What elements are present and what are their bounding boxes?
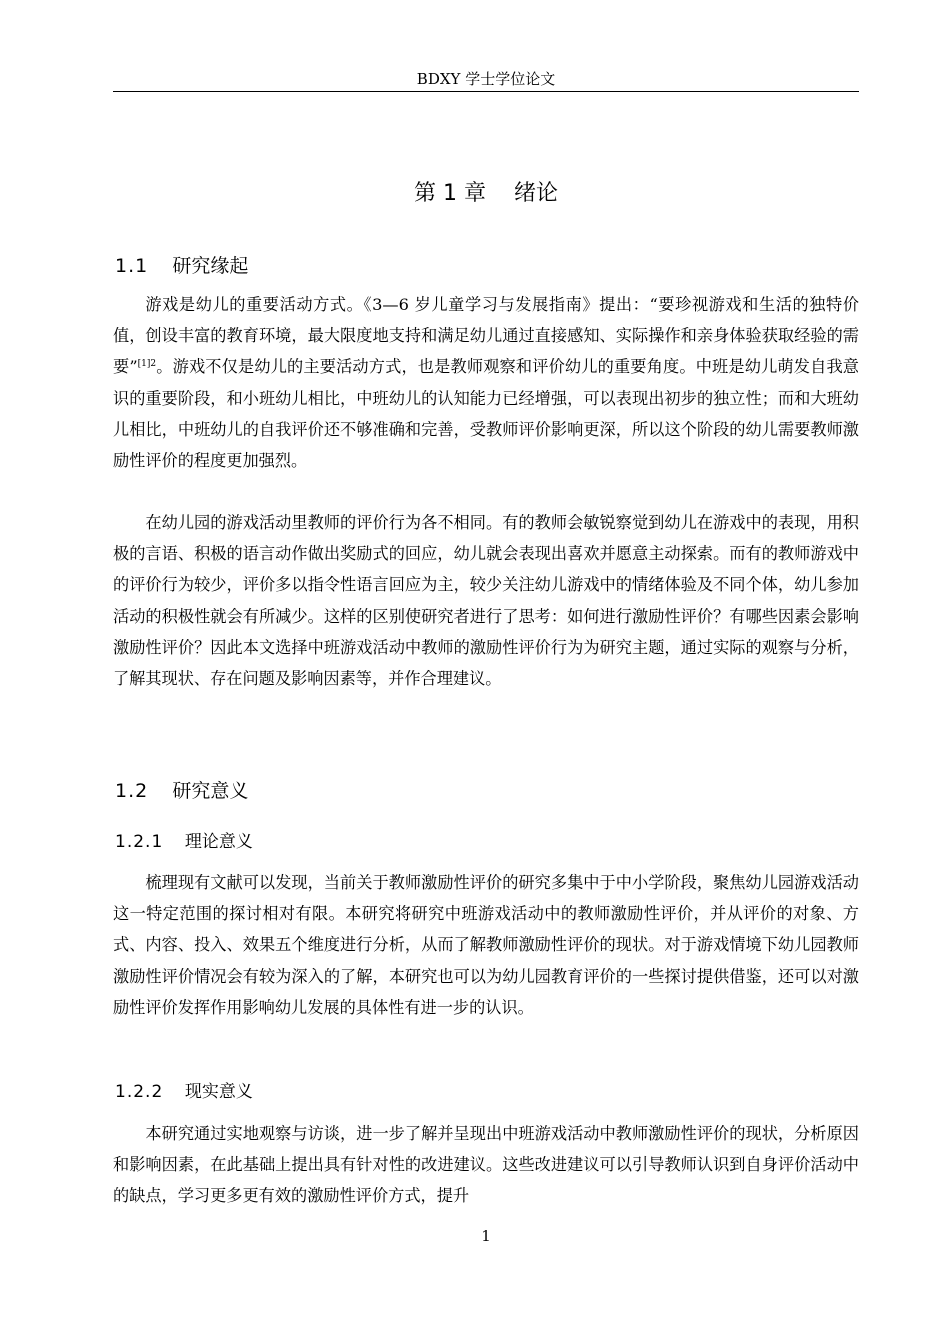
header-rule [113,91,859,92]
paragraph-1-2-2: 本研究通过实地观察与访谈，进一步了解并呈现出中班游戏活动中教师激励性评价的现状，分析原因和影响因素，在此基础上提出具有针对性的改进建议。这些改进建议可以引导教师认识到自身评价活动中的缺点，学习更多更有效的激励性评价方式，提升 [113,1124,859,1206]
paragraph-text: 游戏是幼儿的重要活动方式。《3—6 岁儿童学习与发展指南》提出：“要珍视游戏和生活的独特价值，创设丰富的教育环境，最大限度地支持和满足幼儿通过直接感知、实际操作和亲身体验获取经验的需要” [113,295,859,377]
section-title: 理论意义 [184,832,253,852]
chapter-title: 第 1 章 绪论 [414,181,558,206]
page-number: 1 [481,1227,491,1245]
section-title: 现实意义 [184,1082,253,1102]
paragraph-1-1-a [113,289,859,476]
paragraph-1-2-1: 梳理现有文献可以发现，当前关于教师激励性评价的研究多集中于中小学阶段，聚焦幼儿园游戏活动这一特定范围的探讨相对有限。本研究将研究中班游戏活动中的教师激励性评价，并从评价的对象、方式、内容、投入、效果五个维度进行分析，从而了解教师激励性评价的现状。对于游戏情境下幼儿园教师激励性评价情况会有较为深入的了解，本研究也可以为幼儿园教育评价的一些探讨提供借鉴，还可以对激励性评价发挥作用影响幼儿发展的具体性有进一步的认识。 [113,873,859,1017]
running-header: BDXY 学士学位论文 [416,70,556,88]
subsection-heading-1-2-1 [115,830,253,854]
section-heading-1-1 [115,253,248,279]
section-heading-1-2 [115,778,248,804]
paragraph-text: 。游戏不仅是幼儿的主要活动方式，也是教师观察和评价幼儿的重要角度。中班是幼儿萌发自我意识的重要阶段，和小班幼儿相比，中班幼儿的认知能力已经增强，可以表现出初步的独立性；而和大班幼儿相比，中班幼儿的自我评价还不够准确和完善，受教师评价影响更深，所以这个阶段的幼儿需要教师激励性评价的程度更加强烈。 [113,357,859,471]
section-number: 1.2 [115,780,149,802]
subsection-heading-1-2-2 [115,1080,253,1104]
citation-marker: [1]2 [137,359,157,370]
section-number: 1.2.1 [115,832,164,852]
paragraph-1-1-b: 在幼儿园的游戏活动里教师的评价行为各不相同。有的教师会敏锐察觉到幼儿在游戏中的表现，用积极的言语、积极的语言动作做出奖励式的回应，幼儿就会表现出喜欢并愿意主动探索。而有的教师游戏中的评价行为较少，评价多以指令性语言回应为主，较少关注幼儿游戏中的情绪体验及不同个体，幼儿参加活动的积极性就会有所减少。这样的区别使研究者进行了思考：如何进行激励性评价？有哪些因素会影响激励性评价？因此本文选择中班游戏活动中教师的激励性评价行为为研究主题，通过实际的观察与分析，了解其现状、存在问题及影响因素等，并作合理建议。 [113,513,859,689]
section-number: 1.2.2 [115,1082,164,1102]
section-number: 1.1 [115,255,149,277]
section-title: 研究缘起 [172,255,249,277]
section-title: 研究意义 [172,780,249,802]
